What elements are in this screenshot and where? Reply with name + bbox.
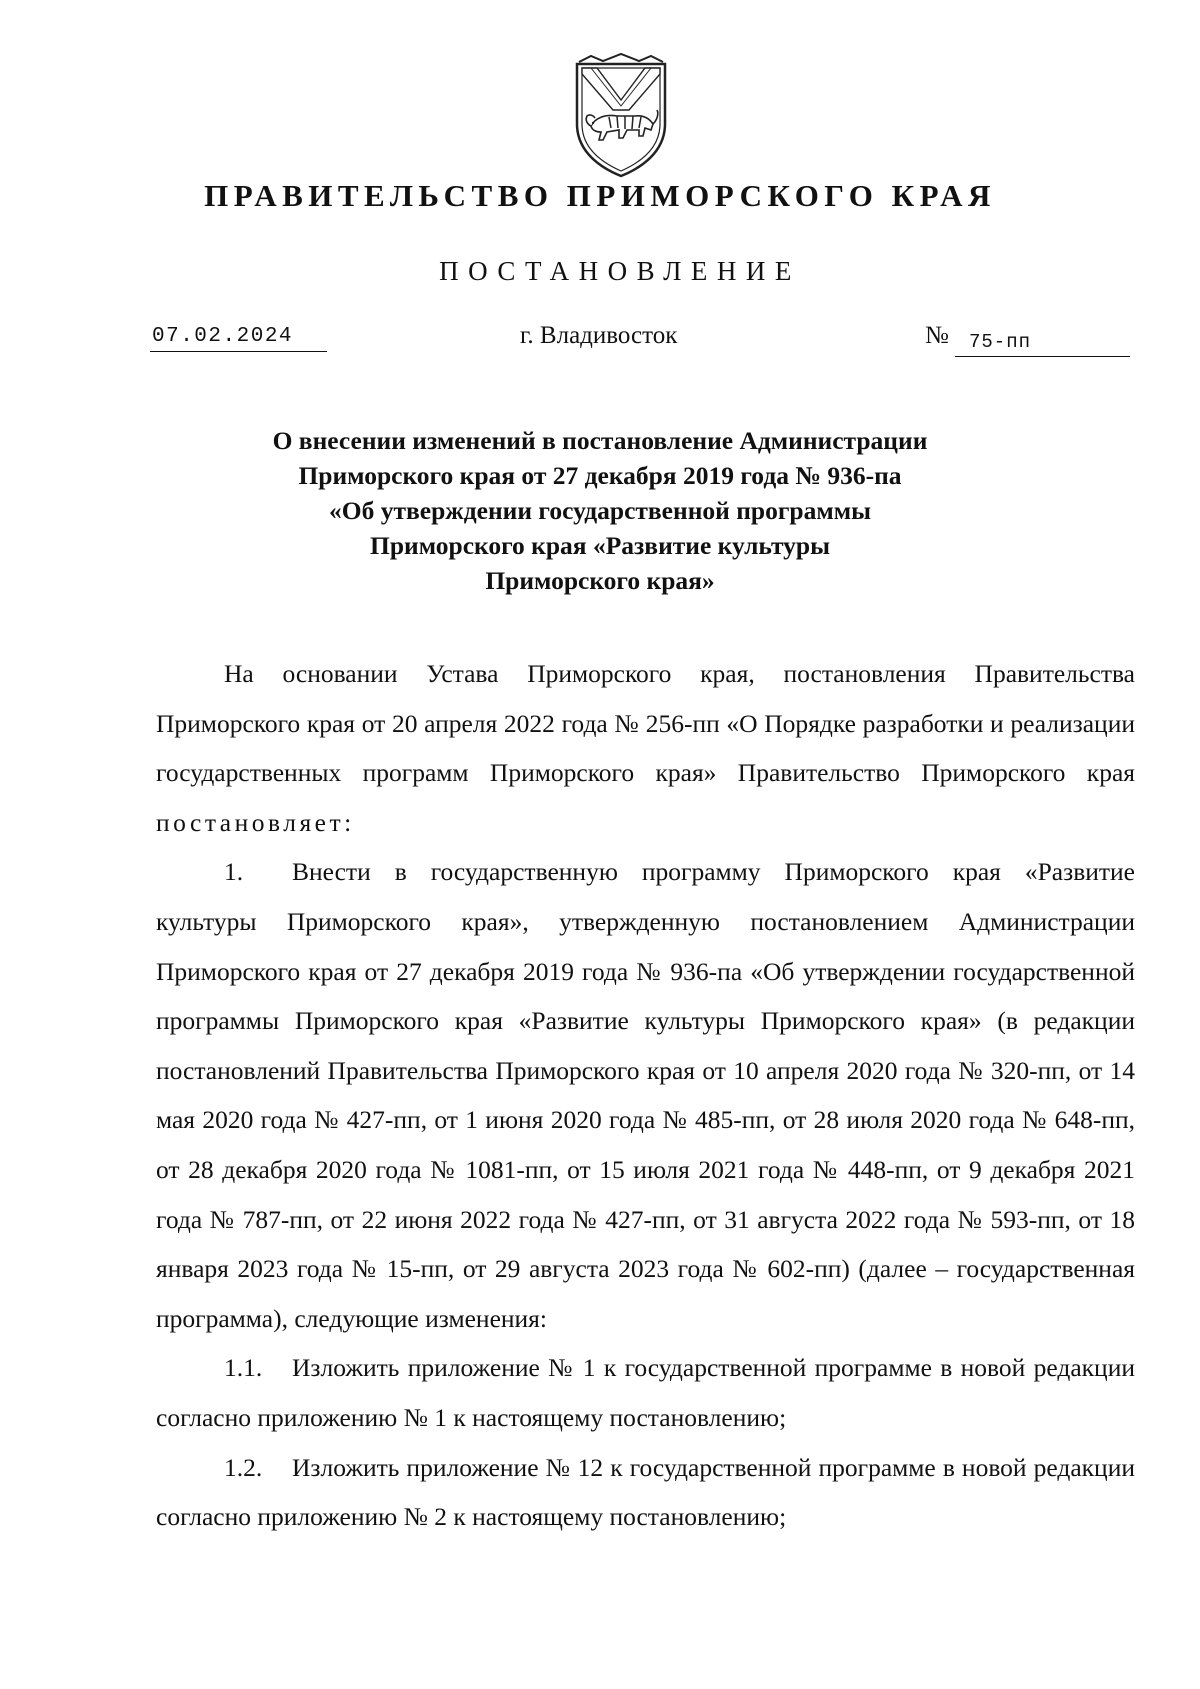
subject-line: Приморского края» [485, 566, 715, 595]
item-1-1-paragraph [156, 1343, 1135, 1442]
item-1-1-number: 1.1. [224, 1353, 263, 1383]
subject-line: О внесении изменений в постановление Администрации [272, 426, 928, 455]
document-type-heading: ПОСТАНОВЛЕНИЕ [439, 256, 801, 286]
preamble-verb: постановляет: [156, 807, 355, 837]
item-1-2-paragraph [156, 1443, 1135, 1542]
subject-line: Приморского края «Развитие культуры [370, 531, 830, 560]
preamble-text: На основании Устава Приморского края, постановления Правительства Приморского края от 20 апреля 2022 года № 256-пп «О Порядке разработки и реализации государственных программ Приморского края» Правительство Приморского края [156, 659, 1135, 788]
document-date: 07.02.2024 [150, 325, 327, 352]
item-1-paragraph [156, 847, 1135, 1343]
item-1-text: Внести в государственную программу Приморского края «Развитие культуры Приморского края», утвержденную постановлением Администрации Приморского края от 27 декабря 2019 года № 936-па «Об утверждении государственной программы Приморского края «Развитие культуры Приморского края» (в редакции постановлений Правительства Приморского края от 10 апреля 2020 года № 320-пп, от 14 мая 2020 года № 427-пп, от 1 июня 2020 года № 485-пп, от 28 июля 2020 года № 648-пп, от 28 декабря 2020 года № 1081-пп, от 15 июля 2021 года № 448-пп, от 9 декабря 2021 года № 787-пп, от 22 июня 2022 года № 427-пп, от 31 августа 2022 года № 593-пп, от 18 января 2023 года № 15-пп, от 29 августа 2023 года № 602-пп) (далее – государственная программа), следующие изменения: [156, 857, 1135, 1333]
document-subject [200, 423, 1000, 598]
preamble-paragraph [156, 649, 1135, 847]
document-body [156, 649, 1135, 1542]
item-1-2-text: Изложить приложение № 12 к государственной программе в новой редакции согласно приложению № 2 к настоящему постановлению; [156, 1452, 1135, 1532]
government-title: ПРАВИТЕЛЬСТВО ПРИМОРСКОГО КРАЯ [204, 178, 996, 213]
document-number: 75-пп [955, 331, 1130, 357]
subject-line: «Об утверждении государственной программы [329, 496, 871, 525]
document-number-sign: № [925, 322, 949, 349]
document-city: г. Владивосток [520, 322, 678, 349]
primorsky-krai-coat-of-arms-icon [569, 52, 673, 180]
item-1-1-text: Изложить приложение № 1 к государственной программе в новой редакции согласно приложению № 1 к настоящему постановлению; [156, 1353, 1135, 1432]
item-1-number: 1. [224, 857, 244, 887]
item-1-2-number: 1.2. [224, 1452, 263, 1482]
subject-line: Приморского края от 27 декабря 2019 года № 936-па [298, 461, 902, 490]
